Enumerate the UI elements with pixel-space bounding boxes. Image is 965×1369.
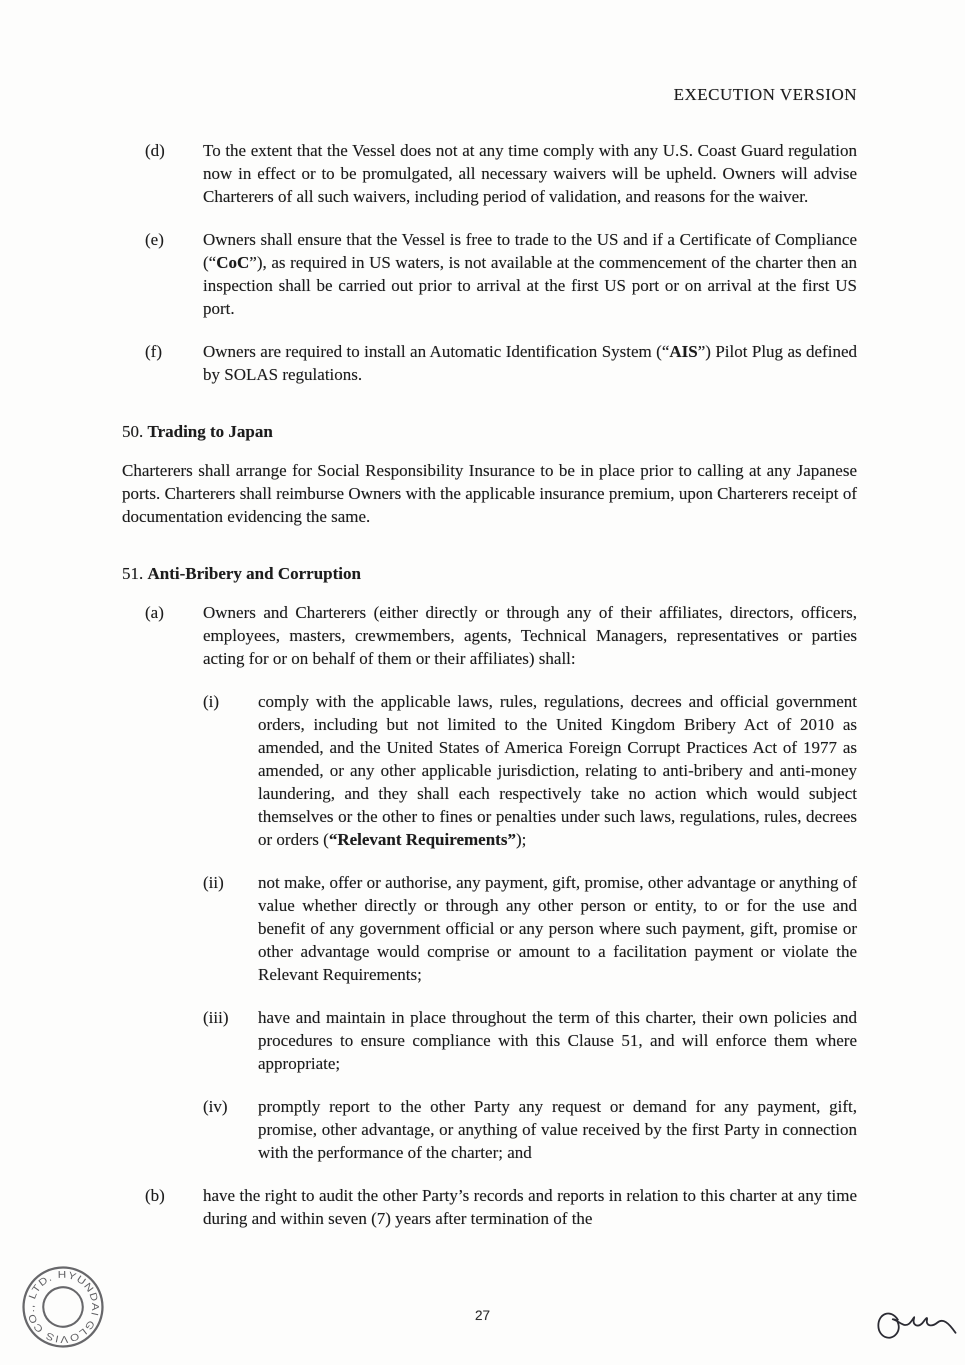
clause-b-label: (b): [145, 1186, 165, 1205]
clause-b-text: have the right to audit the other Party’s records and reports in relation to this charter at any time during and within seven (7) years after termination of the: [203, 1186, 857, 1228]
clause-d-label: (d): [145, 141, 165, 160]
stamp-seal-icon: [7, 1251, 118, 1362]
section-51-heading: [122, 562, 857, 585]
section-50-body: Charterers shall arrange for Social Responsibility Insurance to be in place prior to calling at any Japanese ports. Charterers shall reimburse Owners with the applicable insurance premium, upon Charterers receipt of documentation evidencing the same.: [122, 461, 857, 526]
clause-a: [122, 601, 857, 670]
clause-f-text: Owners are required to install an Automatic Identification System (“AIS”) Pilot Plug as defined by SOLAS regulations.: [203, 342, 857, 384]
sub-clause-ii-text: not make, offer or authorise, any payment, gift, promise, other advantage or anything of value whether directly or through any other person or entity, to or for the use and benefit of any government official or any person where such payment, gift, promise or other advantage would comprise or amount to a facilitation payment or violate the Relevant Requirements;: [258, 873, 857, 984]
clause-d-text: To the extent that the Vessel does not at any time comply with any U.S. Coast Guard regulation now in effect or to be promulgated, all necessary waivers will be upheld. Owners will advise Charterers of all such waivers, including period of validation, and reasons for the waiver.: [203, 141, 857, 206]
clause-e-text: Owners shall ensure that the Vessel is free to trade to the US and if a Certificate of Compliance (“CoC”), as required in US waters, is not available at the commencement of the charter then an inspection shall be carried out prior to arrival at the first US port or on arrival at the first US port.: [203, 230, 857, 318]
clause-f: [122, 340, 857, 386]
sub-clause-ii-label: (ii): [203, 873, 224, 892]
sub-clause-iii-label: (iii): [203, 1008, 229, 1027]
clause-f-label: (f): [145, 342, 162, 361]
sub-clause-i-label: (i): [203, 692, 220, 711]
sub-clause-iv-text: promptly report to the other Party any request or demand for any payment, gift, promise, other advantage, or anything of value received by the first Party in connection with the performance of the charter; and: [258, 1097, 857, 1162]
clause-a-label: (a): [145, 603, 164, 622]
clause-d: [122, 139, 857, 208]
stamp-ring-text: HYUNDAI GLOVIS CO., LTD.: [25, 1269, 101, 1345]
sub-clause-iv: [122, 1095, 857, 1164]
execution-version-header: EXECUTION VERSION: [673, 85, 857, 104]
sub-clause-iv-label: (iv): [203, 1097, 228, 1116]
company-stamp: [7, 1251, 118, 1362]
sub-clause-iii: [122, 1006, 857, 1075]
sub-clause-i-text: comply with the applicable laws, rules, regulations, decrees and official government orders, including but not limited to the United Kingdom Bribery Act of 2010 as amended, and the United States of America Foreign Corrupt Practices Act of 1977 as amended, or any other applicable jurisdiction, relating to anti-bribery and anti-money laundering, and they shall each respectively take no action which would subject themselves or the other to fines or penalties under such laws, regulations, rules, decrees or orders (“Relevant Requirements”);: [258, 692, 857, 849]
section-50-heading: [122, 420, 857, 443]
clause-a-text: Owners and Charterers (either directly or through any of their affiliates, directors, officers, employees, masters, crewmembers, agents, Technical Managers, representatives or parties acting for or on behalf of them or their affiliates) shall:: [203, 603, 857, 668]
clause-e: [122, 228, 857, 320]
section-51-number: 51.: [122, 564, 144, 583]
sub-clause-iii-text: have and maintain in place throughout the term of this charter, their own policies and procedures to ensure compliance with this Clause 51, and will enforce them where appropriate;: [258, 1008, 857, 1073]
handwritten-initials-icon: [868, 1296, 962, 1365]
sub-clause-ii: [122, 871, 857, 986]
clause-b: [122, 1184, 857, 1230]
section-50-title: Trading to Japan: [147, 422, 273, 441]
signature-initials: [868, 1296, 962, 1365]
page-number: 27: [474, 1308, 491, 1323]
section-51-title: Anti-Bribery and Corruption: [147, 564, 361, 583]
sub-clause-i: [122, 690, 857, 851]
clause-e-label: (e): [145, 230, 164, 249]
section-50-number: 50.: [122, 422, 144, 441]
